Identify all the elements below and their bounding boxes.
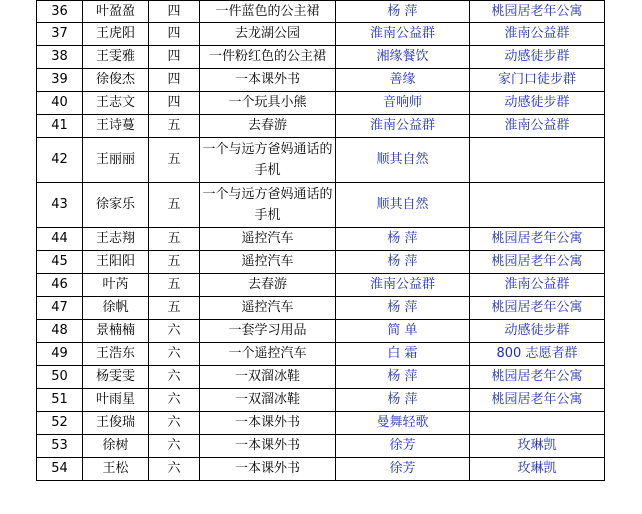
wish-cell: 一套学习用品 <box>200 320 336 343</box>
table-row <box>37 183 605 228</box>
row-number-cell: 37 <box>37 23 83 46</box>
student-name-cell: 王丽丽 <box>83 138 149 183</box>
group-cell: 玫琳凯 <box>470 458 605 481</box>
table-row <box>37 389 605 412</box>
group-cell: 淮南公益群 <box>470 23 605 46</box>
row-number-cell: 47 <box>37 297 83 320</box>
wish-cell: 去春游 <box>200 274 336 297</box>
sponsor-cell: 徐芳 <box>336 435 470 458</box>
student-name-cell: 徐帆 <box>83 297 149 320</box>
group-cell: 动感徒步群 <box>470 46 605 69</box>
grade-cell: 五 <box>149 297 200 320</box>
table-row <box>37 435 605 458</box>
wish-cell: 去龙湖公园 <box>200 23 336 46</box>
group-cell: 桃园居老年公寓 <box>470 228 605 251</box>
student-name-cell: 景楠楠 <box>83 320 149 343</box>
sponsor-cell: 杨 萍 <box>336 1 470 23</box>
wish-list-table <box>36 0 605 481</box>
grade-cell: 六 <box>149 366 200 389</box>
student-name-cell: 杨雯雯 <box>83 366 149 389</box>
group-cell: 桃园居老年公寓 <box>470 389 605 412</box>
group-cell: 桃园居老年公寓 <box>470 366 605 389</box>
grade-cell: 五 <box>149 274 200 297</box>
group-cell <box>470 183 605 228</box>
wish-cell: 遥控汽车 <box>200 251 336 274</box>
wish-cell: 一本课外书 <box>200 458 336 481</box>
wish-cell: 一本课外书 <box>200 69 336 92</box>
row-number-cell: 43 <box>37 183 83 228</box>
group-cell: 家门口徒步群 <box>470 69 605 92</box>
group-cell: 桃园居老年公寓 <box>470 297 605 320</box>
sponsor-cell: 淮南公益群 <box>336 115 470 138</box>
wish-cell: 一个与远方爸妈通话的手机 <box>200 138 336 183</box>
table-row <box>37 138 605 183</box>
student-name-cell: 叶雨星 <box>83 389 149 412</box>
sponsor-cell: 徐芳 <box>336 458 470 481</box>
table-row <box>37 458 605 481</box>
student-name-cell: 徐俊杰 <box>83 69 149 92</box>
table-row <box>37 274 605 297</box>
student-name-cell: 王虎阳 <box>83 23 149 46</box>
wish-cell: 一本课外书 <box>200 435 336 458</box>
wish-cell: 一件蓝色的公主裙 <box>200 1 336 23</box>
sponsor-cell: 淮南公益群 <box>336 23 470 46</box>
row-number-cell: 41 <box>37 115 83 138</box>
grade-cell: 六 <box>149 343 200 366</box>
grade-cell: 四 <box>149 46 200 69</box>
wish-cell: 一个玩具小熊 <box>200 92 336 115</box>
group-cell <box>470 138 605 183</box>
row-number-cell: 36 <box>37 1 83 23</box>
table-row <box>37 366 605 389</box>
group-cell: 800 志愿者群 <box>470 343 605 366</box>
grade-cell: 四 <box>149 23 200 46</box>
wish-cell: 一个与远方爸妈通话的手机 <box>200 183 336 228</box>
table-row <box>37 297 605 320</box>
sponsor-cell: 淮南公益群 <box>336 274 470 297</box>
row-number-cell: 45 <box>37 251 83 274</box>
wish-list-body <box>37 1 605 481</box>
table-row <box>37 251 605 274</box>
student-name-cell: 徐家乐 <box>83 183 149 228</box>
table-row <box>37 320 605 343</box>
row-number-cell: 42 <box>37 138 83 183</box>
table-row <box>37 1 605 23</box>
sponsor-cell: 杨 萍 <box>336 366 470 389</box>
student-name-cell: 王阳阳 <box>83 251 149 274</box>
sponsor-cell: 简 单 <box>336 320 470 343</box>
table-row <box>37 343 605 366</box>
student-name-cell: 王松 <box>83 458 149 481</box>
sponsor-cell: 顺其自然 <box>336 138 470 183</box>
grade-cell: 六 <box>149 412 200 435</box>
table-row <box>37 92 605 115</box>
row-number-cell: 54 <box>37 458 83 481</box>
row-number-cell: 51 <box>37 389 83 412</box>
sponsor-cell: 湘缘餐饮 <box>336 46 470 69</box>
table-row <box>37 115 605 138</box>
sponsor-cell: 杨 萍 <box>336 251 470 274</box>
student-name-cell: 王雯雅 <box>83 46 149 69</box>
row-number-cell: 38 <box>37 46 83 69</box>
grade-cell: 五 <box>149 115 200 138</box>
table-row <box>37 46 605 69</box>
group-cell: 玫琳凯 <box>470 435 605 458</box>
row-number-cell: 40 <box>37 92 83 115</box>
grade-cell: 五 <box>149 251 200 274</box>
wish-cell: 遥控汽车 <box>200 297 336 320</box>
sponsor-cell: 杨 萍 <box>336 389 470 412</box>
student-name-cell: 徐树 <box>83 435 149 458</box>
student-name-cell: 王志文 <box>83 92 149 115</box>
table-row <box>37 23 605 46</box>
grade-cell: 五 <box>149 228 200 251</box>
grade-cell: 六 <box>149 389 200 412</box>
group-cell: 桃园居老年公寓 <box>470 1 605 23</box>
grade-cell: 五 <box>149 138 200 183</box>
group-cell: 桃园居老年公寓 <box>470 251 605 274</box>
grade-cell: 四 <box>149 69 200 92</box>
student-name-cell: 王诗蔓 <box>83 115 149 138</box>
sponsor-cell: 杨 萍 <box>336 297 470 320</box>
sponsor-cell: 杨 萍 <box>336 228 470 251</box>
student-name-cell: 叶芮 <box>83 274 149 297</box>
row-number-cell: 39 <box>37 69 83 92</box>
wish-cell: 一双溜冰鞋 <box>200 389 336 412</box>
table-row <box>37 412 605 435</box>
wish-cell: 一个遥控汽车 <box>200 343 336 366</box>
sponsor-cell: 曼舞轻歌 <box>336 412 470 435</box>
student-name-cell: 王浩东 <box>83 343 149 366</box>
wish-cell: 去春游 <box>200 115 336 138</box>
grade-cell: 六 <box>149 320 200 343</box>
sponsor-cell: 白 霜 <box>336 343 470 366</box>
table-row <box>37 228 605 251</box>
row-number-cell: 44 <box>37 228 83 251</box>
wish-cell: 遥控汽车 <box>200 228 336 251</box>
group-cell: 淮南公益群 <box>470 274 605 297</box>
row-number-cell: 52 <box>37 412 83 435</box>
row-number-cell: 46 <box>37 274 83 297</box>
group-cell <box>470 412 605 435</box>
student-name-cell: 王志翔 <box>83 228 149 251</box>
table-row <box>37 69 605 92</box>
student-name-cell: 王俊瑞 <box>83 412 149 435</box>
student-name-cell: 叶盈盈 <box>83 1 149 23</box>
grade-cell: 四 <box>149 1 200 23</box>
grade-cell: 六 <box>149 435 200 458</box>
wish-cell: 一双溜冰鞋 <box>200 366 336 389</box>
sponsor-cell: 顺其自然 <box>336 183 470 228</box>
group-cell: 动感徒步群 <box>470 92 605 115</box>
sponsor-cell: 善缘 <box>336 69 470 92</box>
row-number-cell: 50 <box>37 366 83 389</box>
sponsor-cell: 音响师 <box>336 92 470 115</box>
wish-cell: 一件粉红色的公主裙 <box>200 46 336 69</box>
row-number-cell: 49 <box>37 343 83 366</box>
group-cell: 淮南公益群 <box>470 115 605 138</box>
wish-cell: 一本课外书 <box>200 412 336 435</box>
row-number-cell: 48 <box>37 320 83 343</box>
grade-cell: 五 <box>149 183 200 228</box>
grade-cell: 六 <box>149 458 200 481</box>
group-cell: 动感徒步群 <box>470 320 605 343</box>
row-number-cell: 53 <box>37 435 83 458</box>
grade-cell: 四 <box>149 92 200 115</box>
